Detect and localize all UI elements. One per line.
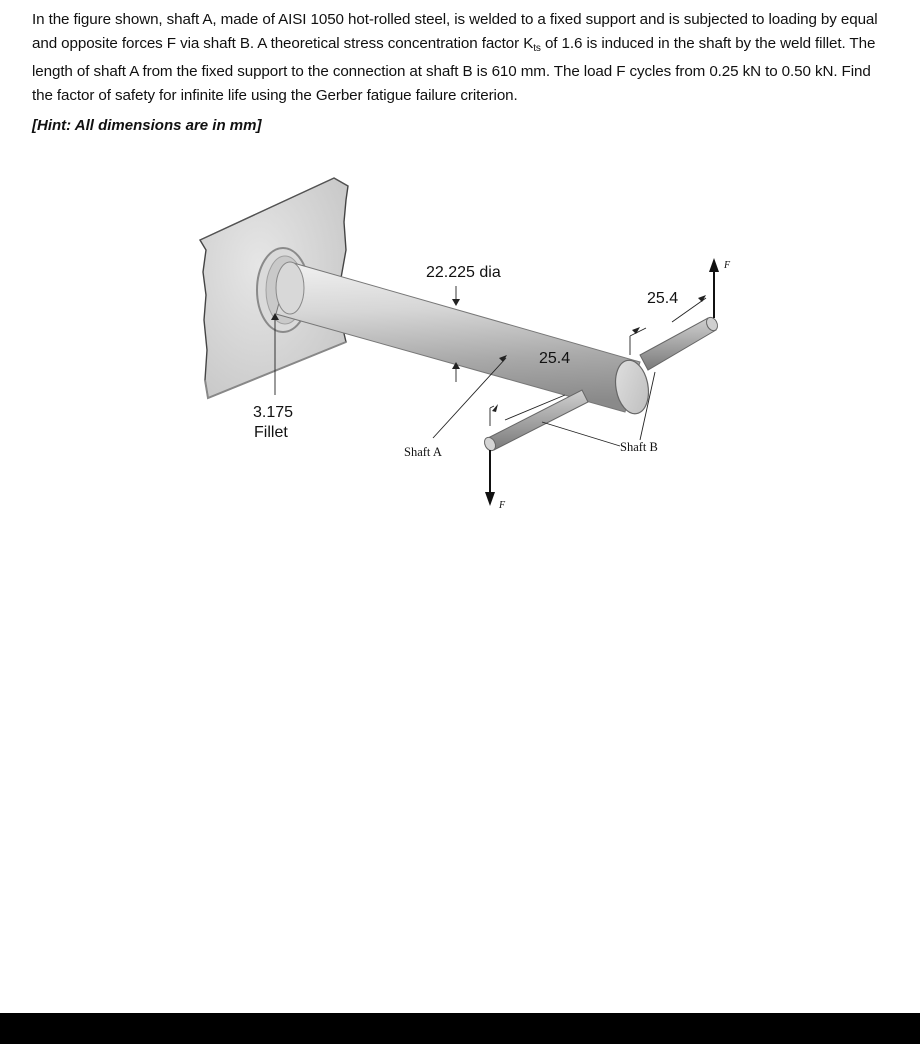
force-label-bottom: F — [499, 500, 506, 511]
subscript-ts: ts — [533, 42, 541, 54]
force-label-top: F — [724, 260, 731, 271]
bottom-bar — [0, 1013, 920, 1044]
diameter-label: 22.225 dia — [426, 264, 501, 281]
problem-text-part2: of 1.6 is induced in the shaft by the weld fillet. The length of shaft A from the fixed support to the connection at shaft B is 610 mm. The load F cycles from 0.25 kN to 0.50 kN. Find the factor of safety for infinite life using the Gerber fatigue failure criterion. — [32, 34, 876, 104]
shaft-b-rear — [640, 315, 720, 370]
force-arrow-top — [709, 258, 719, 318]
shaft-b-front — [482, 390, 588, 453]
dimension-label-middle: 25.4 — [539, 350, 571, 367]
shaft-b-label: Shaft B — [620, 440, 658, 454]
fillet-value-label: 3.175 — [253, 404, 294, 421]
dimension-label-top: 25.4 — [647, 290, 679, 307]
fillet-word-label: Fillet — [254, 424, 288, 441]
force-arrow-bottom — [485, 450, 495, 506]
shaft-a-label: Shaft A — [404, 445, 442, 459]
hint-text: [Hint: All dimensions are in mm] — [32, 117, 262, 134]
problem-text-part1: In the figure shown, shaft A, made of AISI 1050 hot-rolled steel, is welded to a fixed support and is subjected to loading by equal and opposite forces F via shaft B. A theoretical stress concentration factor K — [32, 11, 878, 52]
